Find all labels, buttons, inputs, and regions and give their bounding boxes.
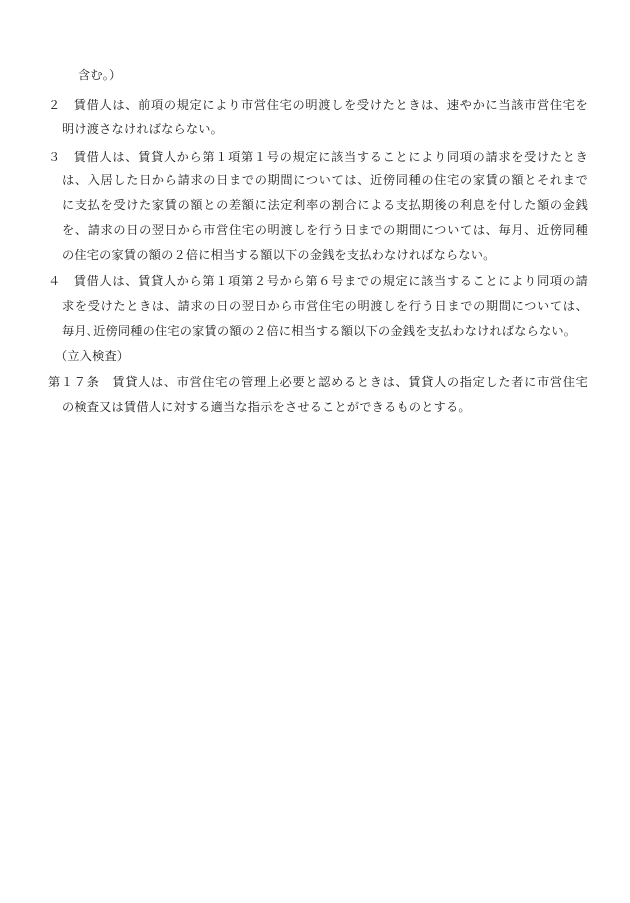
paragraph-4-line-1: ４ 賃借人は、賃貸人から第１項第２号から第６号までの規定に該当することにより同項の請 — [48, 274, 588, 288]
paragraph-3-line-4: を、請求の日の翌日から市営住宅の明渡しを行う日までの期間については、毎月、近傍同種 — [62, 223, 588, 237]
section-heading: （立入検査） — [55, 349, 130, 363]
article-17-line-2: の検査又は賃借人に対する適当な指示をさせることができるものとする。 — [62, 400, 471, 414]
paragraph-2-line-2: 明け渡さなければならない。 — [62, 122, 224, 136]
paragraph-4-line-2: 求を受けたときは、請求の日の翌日から市営住宅の明渡しを行う日までの期間については、 — [62, 299, 588, 313]
article-17-line-1: 第１７条 賃貸人は、市営住宅の管理上必要と認めるときは、賃貸人の指定した者に市営住宅 — [48, 375, 588, 389]
paragraph-2-line-1: ２ 賃借人は、前項の規定により市営住宅の明渡しを受けたときは、速やかに当該市営住宅を — [48, 98, 588, 112]
continuation-text: 含む。） — [78, 68, 122, 82]
paragraph-3-line-3: に支払を受けた家賃の額との差額に法定利率の割合による支払期後の利息を付した額の金銭 — [62, 198, 588, 212]
paragraph-3-line-1: ３ 賃借人は、賃貸人から第１項第１号の規定に該当することにより同項の請求を受けたとき — [48, 150, 588, 164]
paragraph-4-line-3: 毎月､近傍同種の住宅の家賃の額の２倍に相当する額以下の金銭を支払わなければならない。 — [62, 324, 577, 338]
paragraph-3-line-5: の住宅の家賃の額の２倍に相当する額以下の金銭を支払わなければならない。 — [62, 248, 496, 262]
paragraph-3-line-2: は、入居した日から請求の日までの期間については、近傍同種の住宅の家賃の額とそれまで — [62, 173, 588, 187]
